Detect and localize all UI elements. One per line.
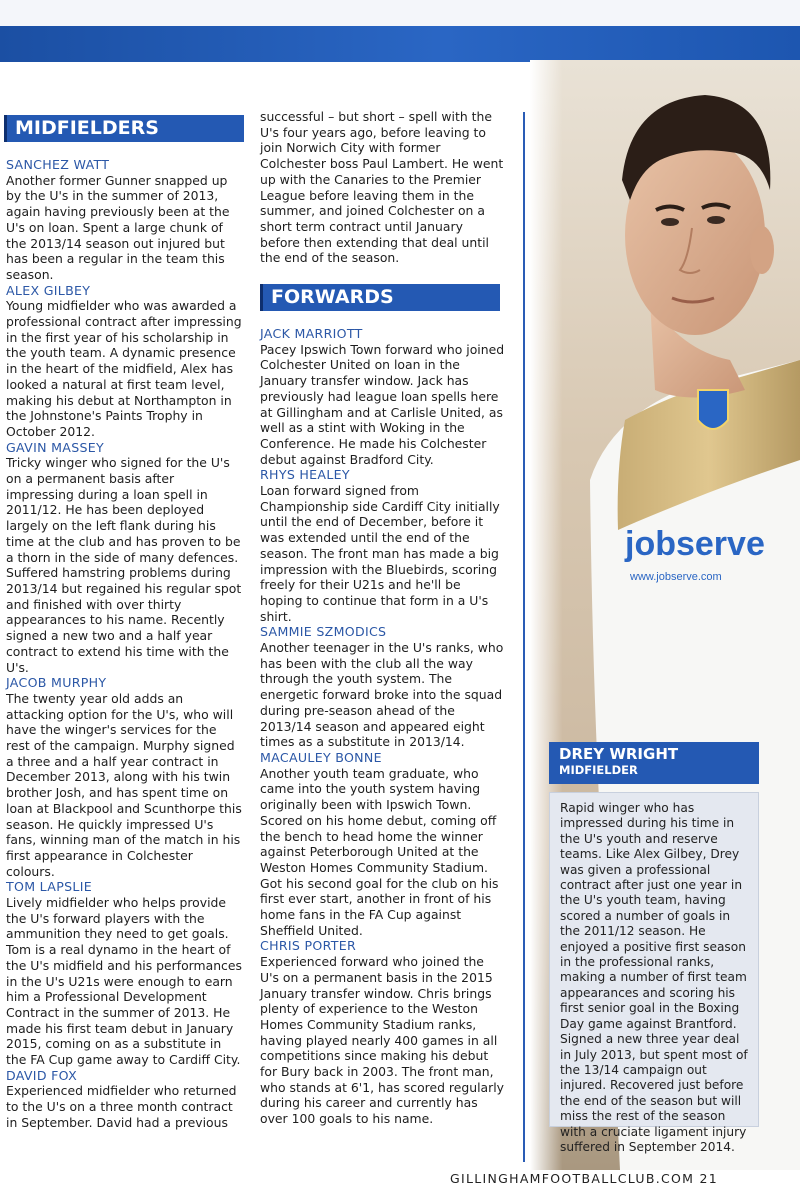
player-bio: Another former Gunner snapped up by the U's in the summer of 2013, again having previously been at the U's on loan. Spent a large chunk of the 2013/14 season out injured but has been a regular in the team this season. bbox=[6, 172, 230, 282]
page-top-margin bbox=[0, 0, 800, 26]
player-name: CHRIS PORTER bbox=[260, 938, 357, 954]
profile-position: MIDFIELDER bbox=[559, 763, 638, 777]
forwards-column bbox=[260, 326, 505, 1127]
player-name: SAMMIE SZMODICS bbox=[260, 624, 387, 640]
player-bio: Tricky winger who signed for the U's on a permanent basis after impressing during a loan spell in 2011/12. He has been deployed largely on the left flank during his time at the club and has proven to be a thorn in the side of many defences. Suffered hamstring problems during 2013/14 but regained his regular spot and finished with over thirty appearances to his name. Recently signed a new two and a half year contract to extend his time with the U's. bbox=[6, 455, 242, 675]
midfielders-continued-column bbox=[260, 109, 505, 266]
player-name: DAVID FOX bbox=[6, 1067, 77, 1083]
player-name: GAVIN MASSEY bbox=[6, 439, 105, 455]
player-name: SANCHEZ WATT bbox=[6, 157, 110, 172]
profile-name: DREY WRIGHT bbox=[559, 745, 679, 763]
player-bio: The twenty year old adds an attacking option for the U's, who will have the winger's services for the rest of the campaign. Murphy signed a three and a half year contract in December 2013, along with his twin brother Josh, and has spent time on loan at Blackpool and Scunthorpe this season. He quickly impressed U's fans, winning man of the match in his first appearance in Colchester colours. bbox=[6, 690, 242, 879]
midfielders-heading: MIDFIELDERS bbox=[4, 115, 244, 142]
column-divider bbox=[523, 112, 525, 1162]
player-bio: Young midfielder who was awarded a professional contract after impressing in the first year of his scholarship in the youth team. A dynamic presence in the heart of the midfield, Alex has looked a natural at first team level, making his debut at Northampton in the Johnstone's Paints Trophy in October 2012. bbox=[6, 298, 242, 439]
forwards-heading: FORWARDS bbox=[260, 284, 500, 311]
player-bio: Experienced forward who joined the U's on a permanent basis in the 2015 January transfer window. Chris brings plenty of experience to the Weston Homes Community Stadium ranks, having played nearly 400 games in all competitions since making his debut for Bury back in 2003. The front man, who stands at 6'1, has scored regularly during his career and currently has over 100 goals to his name. bbox=[260, 954, 504, 1127]
player-bio: Loan forward signed from Championship side Cardiff City initially until the end of December, before it was extended until the end of the season. The front man has made a big impression with the Bluebirds, scoring freely for their U21s and he'll be hoping to continue that form in a U's shirt. bbox=[260, 483, 500, 624]
profile-header bbox=[549, 742, 759, 784]
featured-player-profile bbox=[549, 742, 759, 1154]
midfielders-column bbox=[6, 157, 244, 1131]
player-bio: Another teenager in the U's ranks, who has been with the club all the way through the youth system. The energetic forward broke into the squad during pre-season ahead of the 2013/14 season and appeared eight times as a substitute in 2013/14. bbox=[260, 640, 504, 750]
player-name: JACK MARRIOTT bbox=[260, 326, 363, 341]
player-bio: Experienced midfielder who returned to the U's on a three month contract in September. David had a previous bbox=[6, 1083, 237, 1130]
player-bio-continued: successful – but short – spell with the U's four years ago, before leaving to join Norwich City with former Colchester boss Paul Lambert. He went up with the Canaries to the Premier League before leaving them in the summer, and joined Colchester on a short term contract until January before then extending that deal until the end of the season. bbox=[260, 109, 504, 266]
player-name: RHYS HEALEY bbox=[260, 467, 350, 483]
profile-bio: Rapid winger who has impressed during his time in the U's youth and reserve teams. Like Alex Gilbey, Drey was given a professional contract after just one year in the U's youth team, having scored a number of goals in the 2011/12 season. He enjoyed a positive first season in the professional ranks, making a number of first team appearances and scoring his first senior goal in the Boxing Day game against Brantford. Signed a new three year deal in July 2013, but spent most of the 13/14 campaign out injured. Recovered just before the end of the season but will miss the rest of the season with a cruciate ligament injury suffered in September 2014. bbox=[549, 792, 759, 1127]
player-bio: Pacey Ipswich Town forward who joined Colchester United on loan in the January transfer window. Jack has previously had league loan spells here at Gillingham and at Carlisle United, as well as a stint with Woking in the Conference. He made his Colchester debut against Bradford City. bbox=[260, 341, 505, 467]
player-name: ALEX GILBEY bbox=[6, 282, 91, 298]
player-bio: Another youth team graduate, who came into the youth system having originally been with Ipswich Town. Scored on his home debut, coming off the bench to head home the winner against Peterborough United at the Weston Homes Community Stadium. Got his second goal for the club on his first ever start, another in front of his home fans in the FA Cup against Sheffield United. bbox=[260, 765, 499, 938]
player-name: TOM LAPSLIE bbox=[6, 879, 92, 895]
player-name: JACOB MURPHY bbox=[6, 675, 107, 691]
header-color-bar bbox=[0, 26, 800, 62]
page-footer: GILLINGHAMFOOTBALLCLUB.COM 21 bbox=[450, 1171, 719, 1186]
player-bio: Lively midfielder who helps provide the U's forward players with the ammunition they need to get goals. Tom is a real dynamo in the heart of the U's midfield and his performances in the U's U21s were enough to earn him a Professional Development Contract in the summer of 2013. He made his first team debut in January 2015, coming on as a substitute in the FA Cup game away to Cardiff City. bbox=[6, 895, 242, 1068]
player-name: MACAULEY BONNE bbox=[260, 749, 382, 765]
